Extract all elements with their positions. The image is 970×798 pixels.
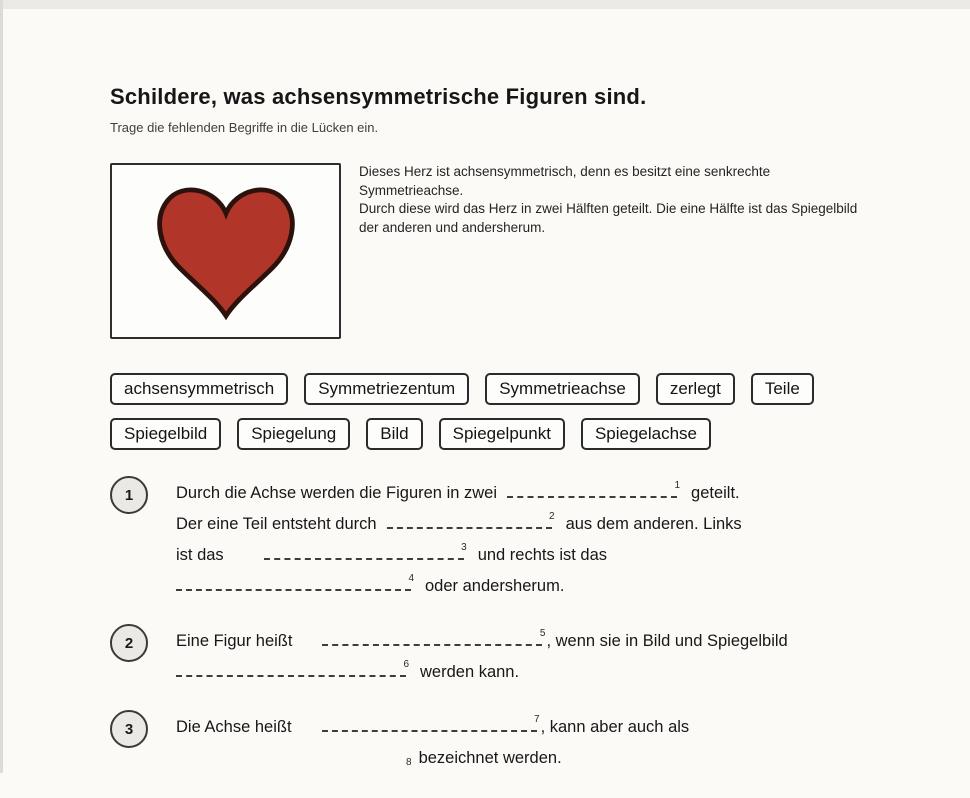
exercise-text: oder andersherum. [425,577,565,595]
word-chip-bild[interactable]: Bild [366,418,422,450]
blank-number: 3 [461,542,467,553]
exercise-text: , kann aber auch als [540,718,690,736]
exercise-1-line-3 [176,540,870,571]
exercise-3 [110,710,870,776]
exercise-text: aus dem anderen. Links [565,515,742,533]
exercise-1-line-1 [176,478,870,509]
figure-caption [359,163,869,237]
heart-shape [159,190,292,316]
heart-icon [146,172,306,330]
blank-number: 5 [539,628,546,639]
figure-caption-sentence-2: Durch diese wird das Herz in zwei Hälften geteilt. Die eine Hälfte ist das Spiegelbild der anderen und andersherum. [359,201,858,235]
exercise-2-line-2 [176,657,870,688]
blank-field-4[interactable] [176,573,414,591]
blank-field-2[interactable] [387,511,555,529]
blank-number: 1 [674,480,681,491]
page-title: Schildere, was achsensymmetrische Figuren sind. [110,84,647,109]
exercise-1-line-2 [176,509,870,540]
exercise-text: geteilt. [691,484,740,502]
word-chip-spiegelpunkt[interactable]: Spiegelpunkt [439,418,565,450]
exercise-1-body [176,476,870,602]
blank-number: 4 [408,573,414,584]
exercise-3-line-1 [176,712,870,743]
word-chip-zerlegt[interactable]: zerlegt [656,373,735,405]
word-chip-spiegelachse[interactable]: Spiegelachse [581,418,711,450]
exercise-1 [110,476,870,602]
exercise-2-line-1 [176,626,870,657]
blank-number: 7 [534,714,540,725]
exercise-text: Der eine Teil entsteht durch [176,515,377,533]
exercise-text: Durch die Achse werden die Figuren in zwei [176,484,498,502]
exercise-2-body [176,624,870,688]
instructions-text: Trage die fehlenden Begriffe in die Lücken ein. [110,120,379,135]
page-left-edge [0,0,3,773]
worksheet-content [110,84,870,798]
blank-number-8[interactable]: 8 [406,757,412,768]
exercise-text: , wenn sie in Bild und Spiegelbild [546,632,788,650]
word-chip-spiegelung[interactable]: Spiegelung [237,418,350,450]
word-chip-symmetrieachse[interactable]: Symmetrieachse [485,373,640,405]
example-figure-row [110,163,870,339]
exercise-text: Eine Figur heißt [176,632,293,650]
word-bank [110,373,870,450]
word-chip-symmetriezentum[interactable]: Symmetriezentum [304,373,469,405]
blank-field-3[interactable] [264,542,467,560]
exercise-text: werden kann. [420,663,520,681]
blank-field-6[interactable] [176,659,409,677]
exercise-2 [110,624,870,688]
word-chip-achsensymmetrisch[interactable]: achsensymmetrisch [110,373,288,405]
exercise-list [110,476,870,776]
exercise-3-line-2 [176,743,870,776]
word-chip-teile[interactable]: Teile [751,373,814,405]
blank-field-5[interactable] [322,628,546,646]
page-top-edge [0,0,970,9]
exercise-text: Die Achse heißt [176,718,292,736]
exercise-1-number-badge: 1 [110,476,148,514]
figure-caption-sentence-1: Dieses Herz ist achsensymmetrisch, denn es besitzt eine senkrechte Symmetrieachse. [359,164,771,198]
exercise-text: bezeichnet werden. [418,749,562,767]
blank-field-7[interactable] [322,714,540,732]
blank-number: 2 [549,511,555,522]
heart-figure-box [110,163,341,339]
word-chip-spiegelbild[interactable]: Spiegelbild [110,418,221,450]
exercise-3-number-badge: 3 [110,710,148,748]
exercise-text: ist das [176,546,224,564]
word-bank-row-1 [110,373,870,405]
blank-field-1[interactable] [507,480,681,498]
blank-number: 6 [403,659,409,670]
exercise-1-line-4 [176,571,870,602]
exercise-text: und rechts ist das [477,546,608,564]
exercise-2-number-badge: 2 [110,624,148,662]
word-bank-row-2 [110,418,870,450]
exercise-3-body [176,710,870,776]
